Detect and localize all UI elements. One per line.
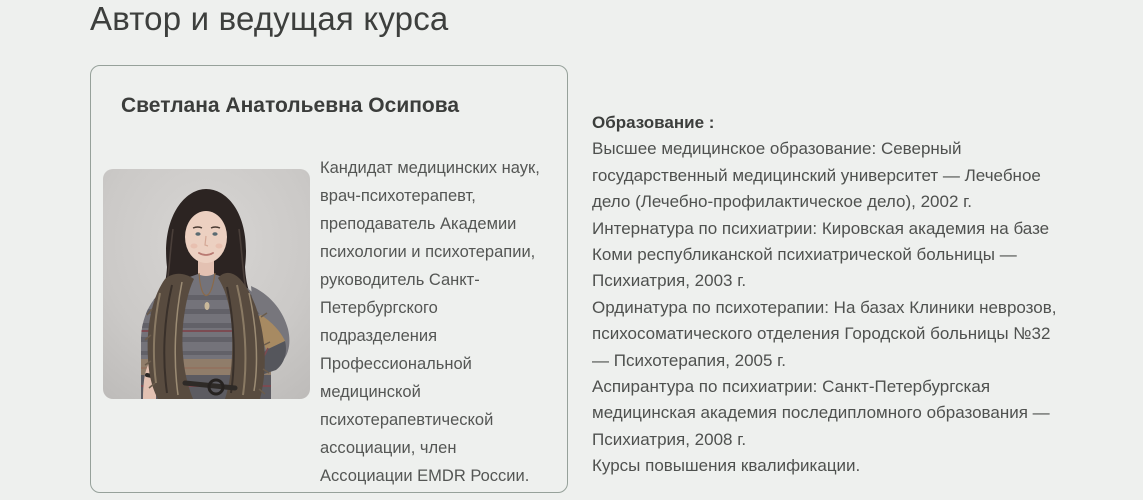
card-row — [103, 154, 541, 490]
author-name: Светлана Анатольевна Осипова — [121, 93, 460, 117]
education-item: Ординатура по психотерапии: На базах Клиники неврозов, психосоматического отделения Городской больницы №32 — Психотерапия, 2005 г. — [592, 297, 1057, 370]
education-list — [592, 136, 1070, 479]
portrait-illustration — [103, 169, 310, 399]
education-label: Образование : — [592, 112, 715, 132]
education-item: Интернатура по психиатрии: Кировская академия на базе Коми республиканской психиатрической больницы — Психиатрия, 2003 г. — [592, 218, 1050, 291]
education-item: Высшее медицинское образование: Северный государственный медицинский университет — Лечебное дело (Лечебно-профилактическое дело), 2002 г. — [592, 139, 1041, 212]
education-section — [592, 65, 1070, 480]
author-photo — [103, 169, 310, 399]
education-item: Курсы повышения квалификации. — [592, 456, 861, 476]
education-item: Аспирантура по психиатрии: Санкт-Петербургская медицинская академия последипломного образования — Психиатрия, 2008 г. — [592, 377, 1050, 449]
content-row — [90, 65, 1143, 493]
author-card — [90, 65, 568, 493]
author-bio: Кандидат медицинских наук, врач-психотерапевт, преподаватель Академии психологии и психотерапии, руководитель Санкт-Петербургского подразделения Профессиональной медицинской психотерапевтической ассоциации, член Ассоциации EMDR России. — [320, 159, 540, 486]
page-title: Автор и ведущая курса — [90, 0, 449, 37]
